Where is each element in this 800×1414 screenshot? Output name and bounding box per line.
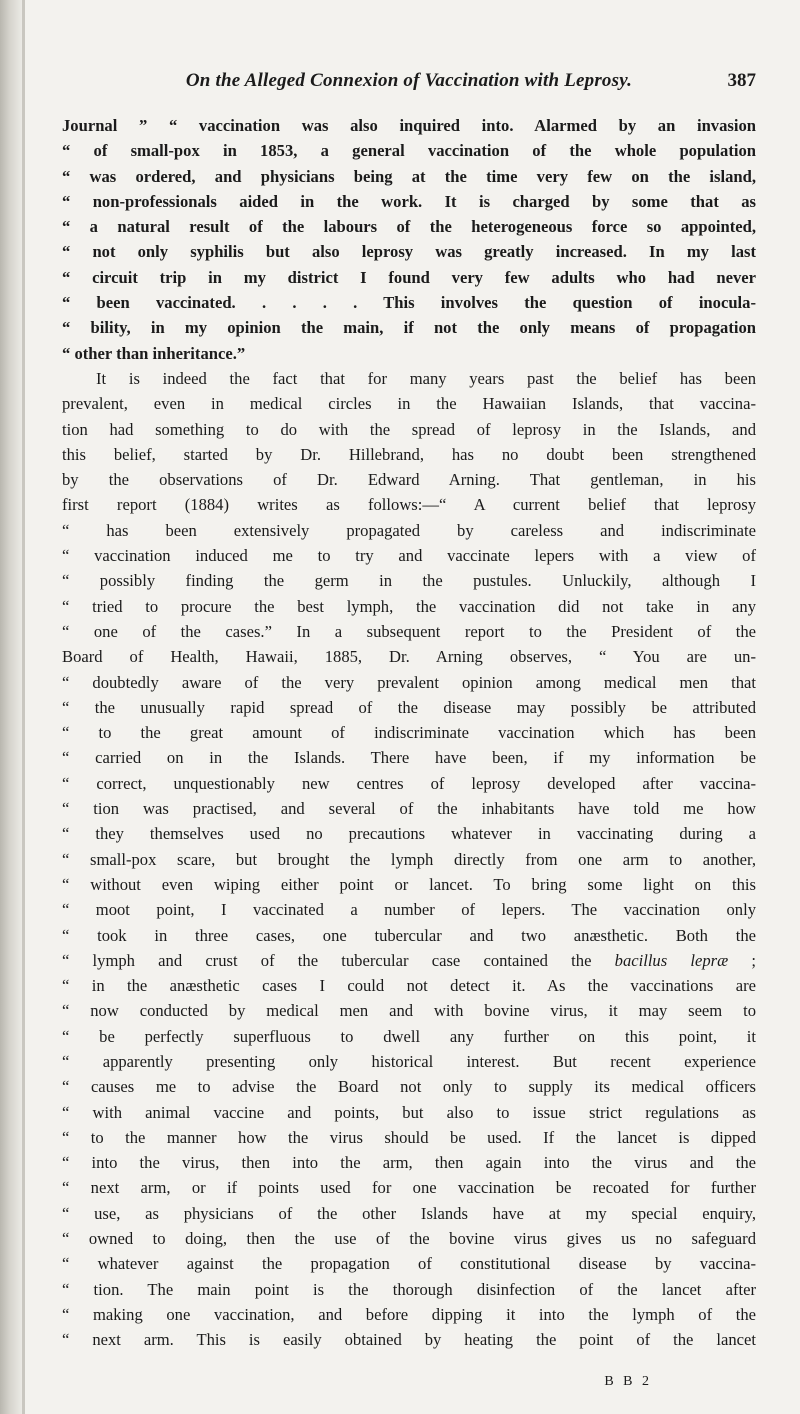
text-line: “ now conducted by medical men and with bovine virus, it may seem to bbox=[62, 1001, 756, 1021]
text-line: tion had something to do with the spread of leprosy in the Islands, and bbox=[62, 419, 756, 439]
signature-mark: B B 2 bbox=[604, 1374, 652, 1389]
text-line: “ non-professionals aided in the work. It is charged by some that as bbox=[62, 191, 756, 211]
text-line: “ vaccination induced me to try and vaccinate lepers with a view of bbox=[62, 546, 756, 566]
text-line: “ been vaccinated. . . . . This involves the question of inocula- bbox=[62, 293, 756, 313]
text-line: “ of small-pox in 1853, a general vaccination of the whole population bbox=[62, 141, 756, 161]
text-line: “ the unusually rapid spread of the disease may possibly be attributed bbox=[62, 697, 756, 717]
text-line: “ making one vaccination, and before dipping it into the lymph of the bbox=[62, 1304, 756, 1324]
text-line: “ tried to procure the best lymph, the vaccination did not take in any bbox=[62, 596, 756, 616]
text-line: “ carried on in the Islands. There have been, if my information be bbox=[62, 748, 756, 768]
text-line: “ apparently presenting only historical interest. But recent experience bbox=[62, 1051, 756, 1071]
text-line: Board of Health, Hawaii, 1885, Dr. Arning observes, “ You are un- bbox=[62, 647, 756, 667]
text-line: “ in the anæsthetic cases I could not detect it. As the vaccinations are bbox=[62, 976, 756, 996]
page-gutter-edge bbox=[22, 0, 25, 1414]
page-number: 387 bbox=[727, 70, 756, 91]
text-line: “ took in three cases, one tubercular and two anæsthetic. Both the bbox=[62, 925, 756, 945]
running-title: On the Alleged Connexion of Vaccination with Leprosy. bbox=[185, 70, 633, 91]
page-header bbox=[62, 70, 756, 94]
text-line: “ next arm. This is easily obtained by heating the point of the lancet bbox=[62, 1330, 756, 1350]
text-line: “ has been extensively propagated by careless and indiscriminate bbox=[62, 520, 756, 540]
text-line: “ a natural result of the labours of the heterogeneous force so appointed, bbox=[62, 217, 756, 237]
text-line: “ bility, in my opinion the main, if not the only means of propagation bbox=[62, 318, 756, 338]
text-line: “ with animal vaccine and points, but also to issue strict regulations as bbox=[62, 1102, 756, 1122]
text-line: “ to the manner how the virus should be used. If the lancet is dipped bbox=[62, 1127, 756, 1147]
text-line: “ into the virus, then into the arm, then again into the virus and the bbox=[62, 1153, 756, 1173]
body-text bbox=[62, 113, 756, 1353]
latin-term: bacillus lepræ bbox=[614, 950, 729, 970]
text-line: “ not only syphilis but also leprosy was greatly increased. In my last bbox=[62, 242, 756, 262]
text-line: “ causes me to advise the Board not only to supply its medical officers bbox=[62, 1077, 756, 1097]
text-line: by the observations of Dr. Edward Arning. That gentleman, in his bbox=[62, 470, 756, 490]
text-line: “ moot point, I vaccinated a number of lepers. The vaccination only bbox=[62, 900, 756, 920]
text-line: “ use, as physicians of the other Islands have at my special enquiry, bbox=[62, 1203, 756, 1223]
text-line: “ other than inheritance.” bbox=[62, 343, 246, 363]
text-line: “ to the great amount of indiscriminate vaccination which has been bbox=[62, 723, 756, 743]
text-line: prevalent, even in medical circles in the Hawaiian Islands, that vaccina- bbox=[62, 394, 756, 414]
book-page bbox=[62, 0, 756, 1414]
text-line: “ next arm, or if points used for one vaccination be recoated for further bbox=[62, 1178, 756, 1198]
text-line: “ correct, unquestionably new centres of leprosy developed after vaccina- bbox=[62, 773, 756, 793]
text-line: “ tion was practised, and several of the inhabitants have told me how bbox=[62, 799, 756, 819]
text-line: “ lymph and crust of the tubercular case contained the bacillus lepræ ; bbox=[62, 950, 756, 970]
text-line: “ circuit trip in my district I found very few adults who had never bbox=[62, 267, 756, 287]
text-line: first report (1884) writes as follows:—“ A current belief that leprosy bbox=[62, 495, 756, 515]
text-line: “ be perfectly superfluous to dwell any further on this point, it bbox=[62, 1026, 756, 1046]
text-line: “ small-pox scare, but brought the lymph directly from one arm to another, bbox=[62, 849, 756, 869]
text-line: “ tion. The main point is the thorough disinfection of the lancet after bbox=[62, 1279, 756, 1299]
text-line: “ was ordered, and physicians being at the time very few on the island, bbox=[62, 166, 756, 186]
book-spine-shadow bbox=[0, 0, 22, 1414]
text-line: “ without even wiping either point or lancet. To bring some light on this bbox=[62, 874, 756, 894]
text-line: “ whatever against the propagation of constitutional disease by vaccina- bbox=[62, 1254, 756, 1274]
text-line: this belief, started by Dr. Hillebrand, has no doubt been strengthened bbox=[62, 444, 756, 464]
text-line: Journal ” “ vaccination was also inquired into. Alarmed by an invasion bbox=[62, 116, 756, 135]
text-line: “ possibly finding the germ in the pustules. Unluckily, although I bbox=[62, 571, 756, 591]
paragraph-first-line: It is indeed the fact that for many years past the belief has been bbox=[96, 368, 756, 388]
text-line: “ one of the cases.” In a subsequent report to the President of the bbox=[62, 621, 756, 641]
text-line: “ doubtedly aware of the very prevalent opinion among medical men that bbox=[62, 672, 756, 692]
text-line: “ they themselves used no precautions whatever in vaccinating during a bbox=[62, 824, 756, 844]
text-line: “ owned to doing, then the use of the bovine virus gives us no safeguard bbox=[62, 1229, 756, 1249]
